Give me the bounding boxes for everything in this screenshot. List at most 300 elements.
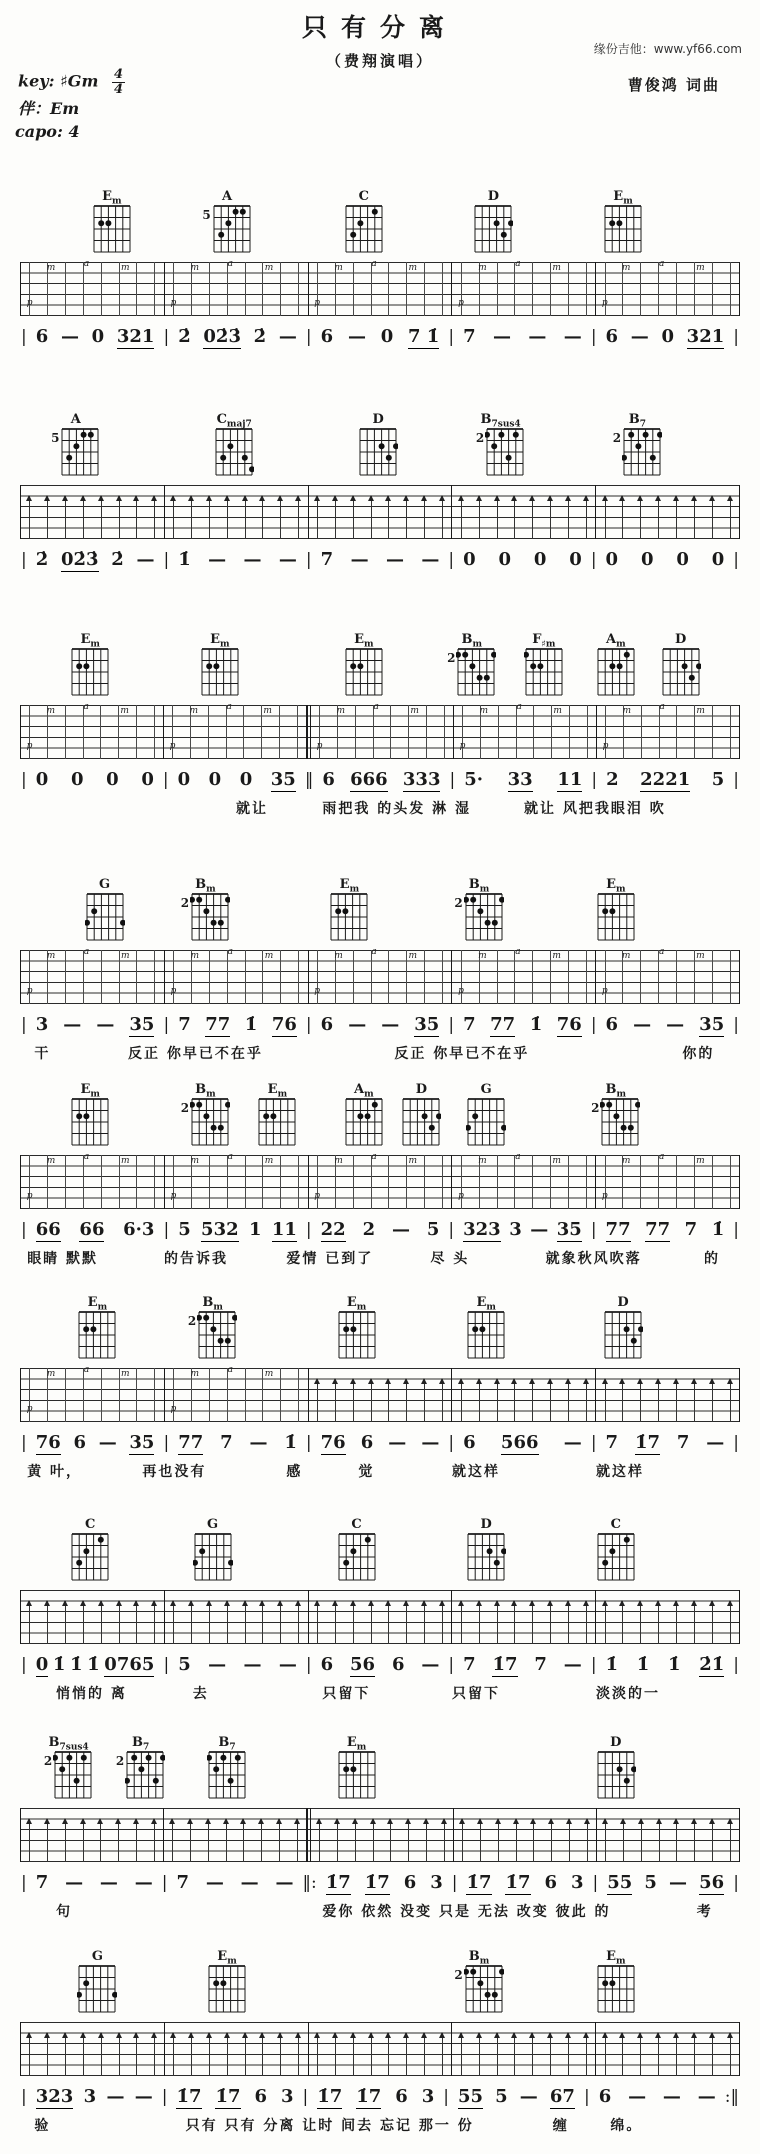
strum-arrow [209, 1601, 210, 1644]
lyric-segment: 尽 头 [430, 1251, 470, 1267]
note-stem [154, 1368, 155, 1422]
jianpu-token: 333 [402, 769, 441, 790]
note-stem [262, 1155, 263, 1209]
barline-end: | [733, 550, 739, 570]
finger-letter: m [46, 1156, 56, 1166]
chord-grid-holder [77, 1964, 117, 2018]
note-stem [712, 262, 713, 316]
chord-grid-wrap [63, 647, 117, 701]
strum-arrow [426, 1819, 427, 1862]
chord-row [20, 1518, 740, 1590]
lyrics-line [20, 1901, 740, 1921]
jianpu-measure [309, 2086, 442, 2109]
note-stem [694, 1155, 695, 1209]
chord-diagram [178, 1083, 232, 1151]
chord-grid [344, 204, 384, 254]
chord-grid-holder [464, 892, 504, 946]
jianpu-token: — [385, 549, 404, 570]
chord-grid [337, 1310, 377, 1360]
chord-name: $B_m$ [461, 632, 483, 650]
finger-letter: m [553, 706, 562, 716]
jianpu-token: 6 [322, 769, 335, 790]
note-stem [730, 1155, 731, 1209]
note-stem [568, 950, 569, 1004]
chord-name: $E_m$ [210, 632, 230, 650]
note-stem [694, 262, 695, 316]
finger-letter: m [478, 1156, 487, 1166]
chord-name: D [674, 632, 687, 647]
strum-arrow [694, 1601, 695, 1644]
lyric-segment: 验 [34, 2118, 51, 2134]
jianpu-token: 0 [569, 549, 582, 570]
barline: | [305, 1433, 312, 1453]
barline: | [448, 1015, 455, 1035]
strum-arrow [406, 1379, 407, 1422]
note-stem [243, 705, 244, 759]
chord-grid-wrap [459, 1310, 513, 1364]
note-stem [406, 262, 407, 316]
chord-grid-holder [401, 1097, 441, 1151]
jianpu-token: 5 [178, 1219, 191, 1240]
chord-fret-number: 5 [51, 431, 60, 445]
chord-grid-holder [53, 1750, 93, 1804]
finger-letter: p [170, 298, 177, 308]
note-stem [298, 1155, 299, 1209]
note-stem [551, 705, 552, 759]
jianpu-line [20, 549, 740, 575]
chord-grid-wrap [589, 892, 643, 946]
finger-letter: m [264, 1369, 274, 1379]
strum-arrow [119, 496, 120, 539]
note-stem [550, 1155, 551, 1209]
jianpu-token: 77 [178, 1432, 204, 1453]
jianpu-token: 6 [544, 1872, 558, 1893]
strum-arrow [658, 1601, 659, 1644]
note-stem [280, 262, 281, 316]
chord-grid [466, 1310, 506, 1360]
chord-diagram [459, 1083, 513, 1151]
chord-grid-wrap [193, 647, 247, 701]
chord-diagram [330, 1296, 384, 1364]
strum-arrow [479, 1379, 480, 1422]
jianpu-token: — [421, 1432, 440, 1453]
chord-grid-wrap [610, 427, 664, 481]
jianpu-token: 0 [498, 549, 512, 570]
finger-letter: a [516, 702, 522, 712]
strum-arrow [388, 2033, 389, 2076]
strum-arrow [353, 2033, 354, 2076]
chord-name: $E_m$ [346, 1295, 367, 1313]
strum-arrow [640, 1379, 641, 1422]
lyric-segment: 缠 [552, 2118, 569, 2134]
note-stem [65, 705, 66, 759]
lyric-segment: 的 [704, 1251, 720, 1267]
jianpu-token: 323 [35, 2086, 74, 2107]
strum-arrow [462, 1819, 463, 1862]
jianpu-line [20, 1014, 740, 1040]
chord-name: $B_{7sus4}$ [48, 1735, 89, 1753]
chord-grid [622, 427, 662, 477]
staff-measure [452, 2022, 596, 2076]
jianpu-token: 1̇ [529, 1014, 543, 1035]
jianpu-token: 0 [177, 769, 191, 790]
note-stem [101, 950, 102, 1004]
time-signature [112, 68, 125, 96]
staff-measure [20, 1808, 164, 1862]
jianpu-token: 1̇ [87, 1654, 100, 1675]
chord-fret-number: 2 [187, 1314, 197, 1328]
system-7 [20, 1518, 740, 1703]
jianpu-token: 35 [414, 1014, 440, 1035]
note-stem [424, 1155, 425, 1209]
jianpu-token: 6·3 [123, 1219, 155, 1240]
staff-measure [165, 2022, 309, 2076]
finger-letter: a [227, 259, 233, 269]
strum-arrow [408, 1819, 409, 1862]
strum-arrow [47, 1601, 48, 1644]
jianpu-token: — [63, 1014, 82, 1035]
barline: | [590, 550, 597, 570]
note-stem [209, 950, 210, 1004]
chord-grid-holder [358, 427, 398, 481]
barline: | [592, 1873, 599, 1893]
strum-arrow [154, 1601, 155, 1644]
note-stem [568, 1155, 569, 1209]
jianpu-token: 7 [176, 1872, 190, 1893]
note-stem [226, 705, 227, 759]
staff-measure [307, 1808, 454, 1862]
barline: | [590, 1015, 597, 1035]
finger-letter: a [227, 947, 233, 957]
jianpu-token: 1̇7 [215, 2086, 241, 2107]
jianpu-token: — [208, 549, 227, 570]
chord-diagram [337, 190, 391, 258]
chord-diagram [589, 1950, 643, 2018]
chord-diagram [589, 633, 643, 701]
chord-name: $B_m$ [468, 1949, 490, 1967]
strum-arrow [676, 1379, 677, 1422]
chord-grid-wrap [42, 1750, 96, 1804]
song-title: 只有分离 [301, 13, 458, 42]
jianpu-token: — [348, 1014, 367, 1035]
chord-name: $E_m$ [354, 632, 374, 650]
chord-grid [70, 647, 110, 697]
strum-arrow [100, 1819, 101, 1862]
strum-arrow [65, 1819, 66, 1862]
finger-letter: a [227, 1152, 233, 1162]
strum-arrow [694, 2033, 695, 2076]
jianpu-token: 76 [271, 1014, 297, 1035]
strum-arrow [136, 1819, 137, 1862]
strum-arrow [730, 496, 731, 539]
strum-arrow [551, 1819, 552, 1862]
jianpu-token: 76 [35, 1432, 61, 1453]
jianpu-measure [455, 1219, 590, 1242]
finger-letter: m [120, 1369, 130, 1379]
strum-arrow [480, 1819, 481, 1862]
lyric-segment: 黄 叶， [27, 1464, 83, 1480]
strum-arrow [730, 2033, 731, 2076]
jianpu-line [20, 1432, 740, 1458]
strum-arrow [461, 496, 462, 539]
strum-arrow [83, 2033, 84, 2076]
jianpu-measure [456, 769, 590, 792]
jianpu-token: 0 [70, 769, 84, 790]
strum-arrow [406, 2033, 407, 2076]
staff-measure [309, 947, 453, 1004]
finger-letter: a [226, 702, 232, 712]
barline: | [443, 2087, 449, 2107]
jianpu-token: 0 [676, 549, 689, 570]
strum-arrow [317, 496, 318, 539]
note-stem [83, 262, 84, 316]
chord-grid-holder [70, 647, 110, 701]
strum-arrow [712, 1379, 713, 1422]
chord-grid [337, 1750, 377, 1800]
jianpu-token: 76 [556, 1014, 582, 1035]
finger-letter: a [373, 702, 379, 712]
jianpu-measure [313, 549, 448, 570]
chord-grid-wrap [337, 204, 391, 258]
lyric-segment: 爱你 依然 没变 只是 无法 改变 彼此 的 [322, 1904, 611, 1920]
strum-arrow [317, 2033, 318, 2076]
jianpu-token: — [278, 549, 297, 570]
strum-arrow [172, 1819, 173, 1862]
note-stem [659, 705, 660, 759]
strum-arrow [497, 1601, 498, 1644]
strum-arrow [154, 2033, 155, 2076]
chord-diagram [42, 1736, 96, 1804]
finger-letter: p [314, 986, 321, 996]
finger-letter: m [334, 1156, 343, 1166]
strum-arrow [298, 496, 299, 539]
strum-arrow [676, 1819, 677, 1862]
jianpu-measure [313, 1432, 448, 1455]
lyric-segment: 爱情 已到了 [286, 1251, 374, 1267]
jianpu-token: 6 [360, 1432, 374, 1453]
chord-diagram [78, 878, 132, 946]
strum-arrow [191, 496, 192, 539]
strum-arrow [406, 1601, 407, 1644]
chord-name: $E_m$ [87, 1295, 108, 1313]
strum-arrow [190, 1819, 191, 1862]
finger-letter: p [26, 1404, 33, 1414]
jianpu-token: — [240, 1872, 259, 1893]
strum-arrow [245, 2033, 246, 2076]
jianpu-token: 1̇ [284, 1432, 297, 1453]
strum-arrow [605, 1819, 606, 1862]
strum-arrow [424, 1601, 425, 1644]
strum-arrow [388, 496, 389, 539]
chord-name: $E_m$ [613, 189, 633, 207]
lyric-segment: 反正 你早已不在乎 [128, 1046, 263, 1062]
barline-end: | [733, 1873, 739, 1893]
chord-diagram [351, 413, 405, 481]
chord-name: A [70, 412, 81, 427]
note-stem [406, 1155, 407, 1209]
finger-letter: m [264, 951, 274, 961]
chord-name: $E_m$ [606, 1949, 626, 1967]
finger-letter: m [334, 951, 343, 961]
jianpu-token: 7 1̇ [408, 326, 440, 347]
staff-measure [596, 1152, 740, 1209]
chord-grid [358, 427, 398, 477]
chord-diagram [63, 633, 117, 701]
barline: | [305, 1655, 312, 1675]
strum-arrow [262, 1601, 263, 1644]
time-top: 4 [113, 67, 124, 82]
barline-end: | [733, 327, 739, 347]
jianpu-token: 7 [320, 549, 334, 570]
system-9 [20, 1950, 740, 2135]
jianpu-token: 1̇7 [634, 1432, 660, 1453]
jianpu-token: 3 [35, 1014, 49, 1035]
barline: | [591, 770, 598, 790]
note-stem [245, 950, 246, 1004]
strum-arrow [640, 2033, 641, 2076]
chord-diagram [322, 878, 376, 946]
note-stem [101, 1368, 102, 1422]
staff-measure [20, 1365, 165, 1422]
lyrics-line [20, 2115, 740, 2135]
jianpu-token: 35 [556, 1219, 582, 1240]
barline: | [162, 770, 169, 790]
performer-subtitle: （费翔演唱） [325, 52, 434, 70]
jianpu-measure [455, 1654, 590, 1677]
jianpu-token: 0 [106, 769, 119, 790]
jianpu-token: 5 [426, 1219, 440, 1240]
lyrics-line [20, 1043, 740, 1063]
barline: | [163, 1655, 170, 1675]
jianpu-token: — [630, 326, 649, 347]
lyric-segment: 悄悄的 离 [56, 1686, 127, 1702]
jianpu-token: 0 [605, 549, 619, 570]
chord-grid-holder [207, 1964, 247, 2018]
strum-arrow [154, 1819, 155, 1862]
note-stem [568, 262, 569, 316]
jianpu-measure [598, 1219, 733, 1242]
note-stem [712, 950, 713, 1004]
chord-grid-wrap [589, 1750, 643, 1804]
staff-measure [165, 1590, 309, 1644]
jianpu-measure [598, 1432, 733, 1455]
chord-name: D [610, 1735, 622, 1750]
barline: | [21, 1873, 27, 1893]
jianpu-token: 33 [507, 769, 533, 790]
chord-diagram [610, 413, 664, 481]
finger-letter: m [264, 263, 274, 273]
strum-arrow [353, 1379, 354, 1422]
chord-grid-holder [596, 892, 636, 946]
note-stem [676, 950, 677, 1004]
staff-measure [20, 485, 165, 539]
chord-diagram [452, 1950, 506, 2018]
strum-arrow [227, 496, 228, 539]
note-stem [676, 262, 677, 316]
chord-name: D [480, 1517, 492, 1532]
note-stem [209, 1155, 210, 1209]
chord-grid [70, 1097, 110, 1147]
barline: ‖ [304, 770, 314, 790]
staff-measure [596, 259, 740, 316]
finger-letter: m [46, 706, 56, 716]
jianpu-token: 6 [598, 2086, 612, 2107]
note-stem [101, 262, 102, 316]
barline: | [590, 1433, 597, 1453]
staff-measure [452, 1590, 596, 1644]
jianpu-token: 7 [605, 1432, 619, 1453]
jianpu-token: 3 [421, 2086, 435, 2107]
chord-grid-holder [344, 204, 384, 258]
chord-name: $B_7$ [131, 1735, 150, 1753]
note-stem [426, 705, 427, 759]
note-stem [712, 1155, 713, 1209]
note-stem [516, 705, 517, 759]
finger-letter: p [601, 298, 608, 308]
finger-letter: m [696, 706, 705, 716]
chord-diagram [200, 1736, 254, 1804]
chord-name: $B_7$ [628, 412, 647, 430]
jianpu-token: 2 [606, 769, 619, 790]
strum-arrow [47, 496, 48, 539]
strum-arrow [243, 1819, 244, 1862]
note-stem [550, 262, 551, 316]
finger-letter: a [659, 702, 665, 712]
chord-grid [473, 204, 513, 254]
strum-arrow [298, 2033, 299, 2076]
chord-diagram [186, 1296, 240, 1364]
chord-grid [603, 1310, 643, 1360]
finger-letter: m [408, 951, 418, 961]
strum-arrow [676, 1601, 677, 1644]
chord-grid [596, 892, 636, 942]
finger-letter: m [621, 951, 631, 961]
jianpu-token: — [278, 326, 297, 347]
jianpu-token: — [96, 1014, 115, 1035]
staff-measure [596, 485, 740, 539]
jianpu-token: 02̇3̇ [203, 326, 241, 347]
barline: | [161, 1873, 168, 1893]
jianpu-token: 1̇ [667, 1654, 681, 1675]
jianpu-token: — [391, 1219, 410, 1240]
chord-grid-wrap [459, 1097, 513, 1151]
chord-name: $B_7$ [218, 1735, 236, 1753]
chord-grid [85, 892, 125, 942]
lyrics-line [20, 1248, 740, 1268]
strum-arrow [514, 496, 515, 539]
note-stem [442, 950, 443, 1004]
jianpu-token: 1̇ [52, 1654, 66, 1675]
jianpu-token: 5 [644, 1872, 657, 1893]
barline-end: | [733, 1433, 739, 1453]
chord-name: C [358, 189, 369, 204]
chord-grid [190, 1097, 230, 1147]
note-stem [83, 1368, 84, 1422]
jianpu-line [20, 1219, 740, 1245]
strum-arrow [335, 1601, 336, 1644]
jianpu-token: — [350, 549, 369, 570]
chord-diagram [459, 1518, 513, 1586]
jianpu-token: 666 [350, 769, 388, 790]
jianpu-token: — [697, 2086, 716, 2107]
finger-letter: a [227, 1365, 233, 1375]
jianpu-token: 1̇ [636, 1654, 650, 1675]
accompaniment-key: 伴：Em [18, 99, 80, 118]
finger-letter: a [515, 1152, 521, 1162]
barline: | [163, 1220, 170, 1240]
chord-name: $A_m$ [353, 1082, 374, 1100]
chord-grid-wrap [330, 1532, 384, 1586]
